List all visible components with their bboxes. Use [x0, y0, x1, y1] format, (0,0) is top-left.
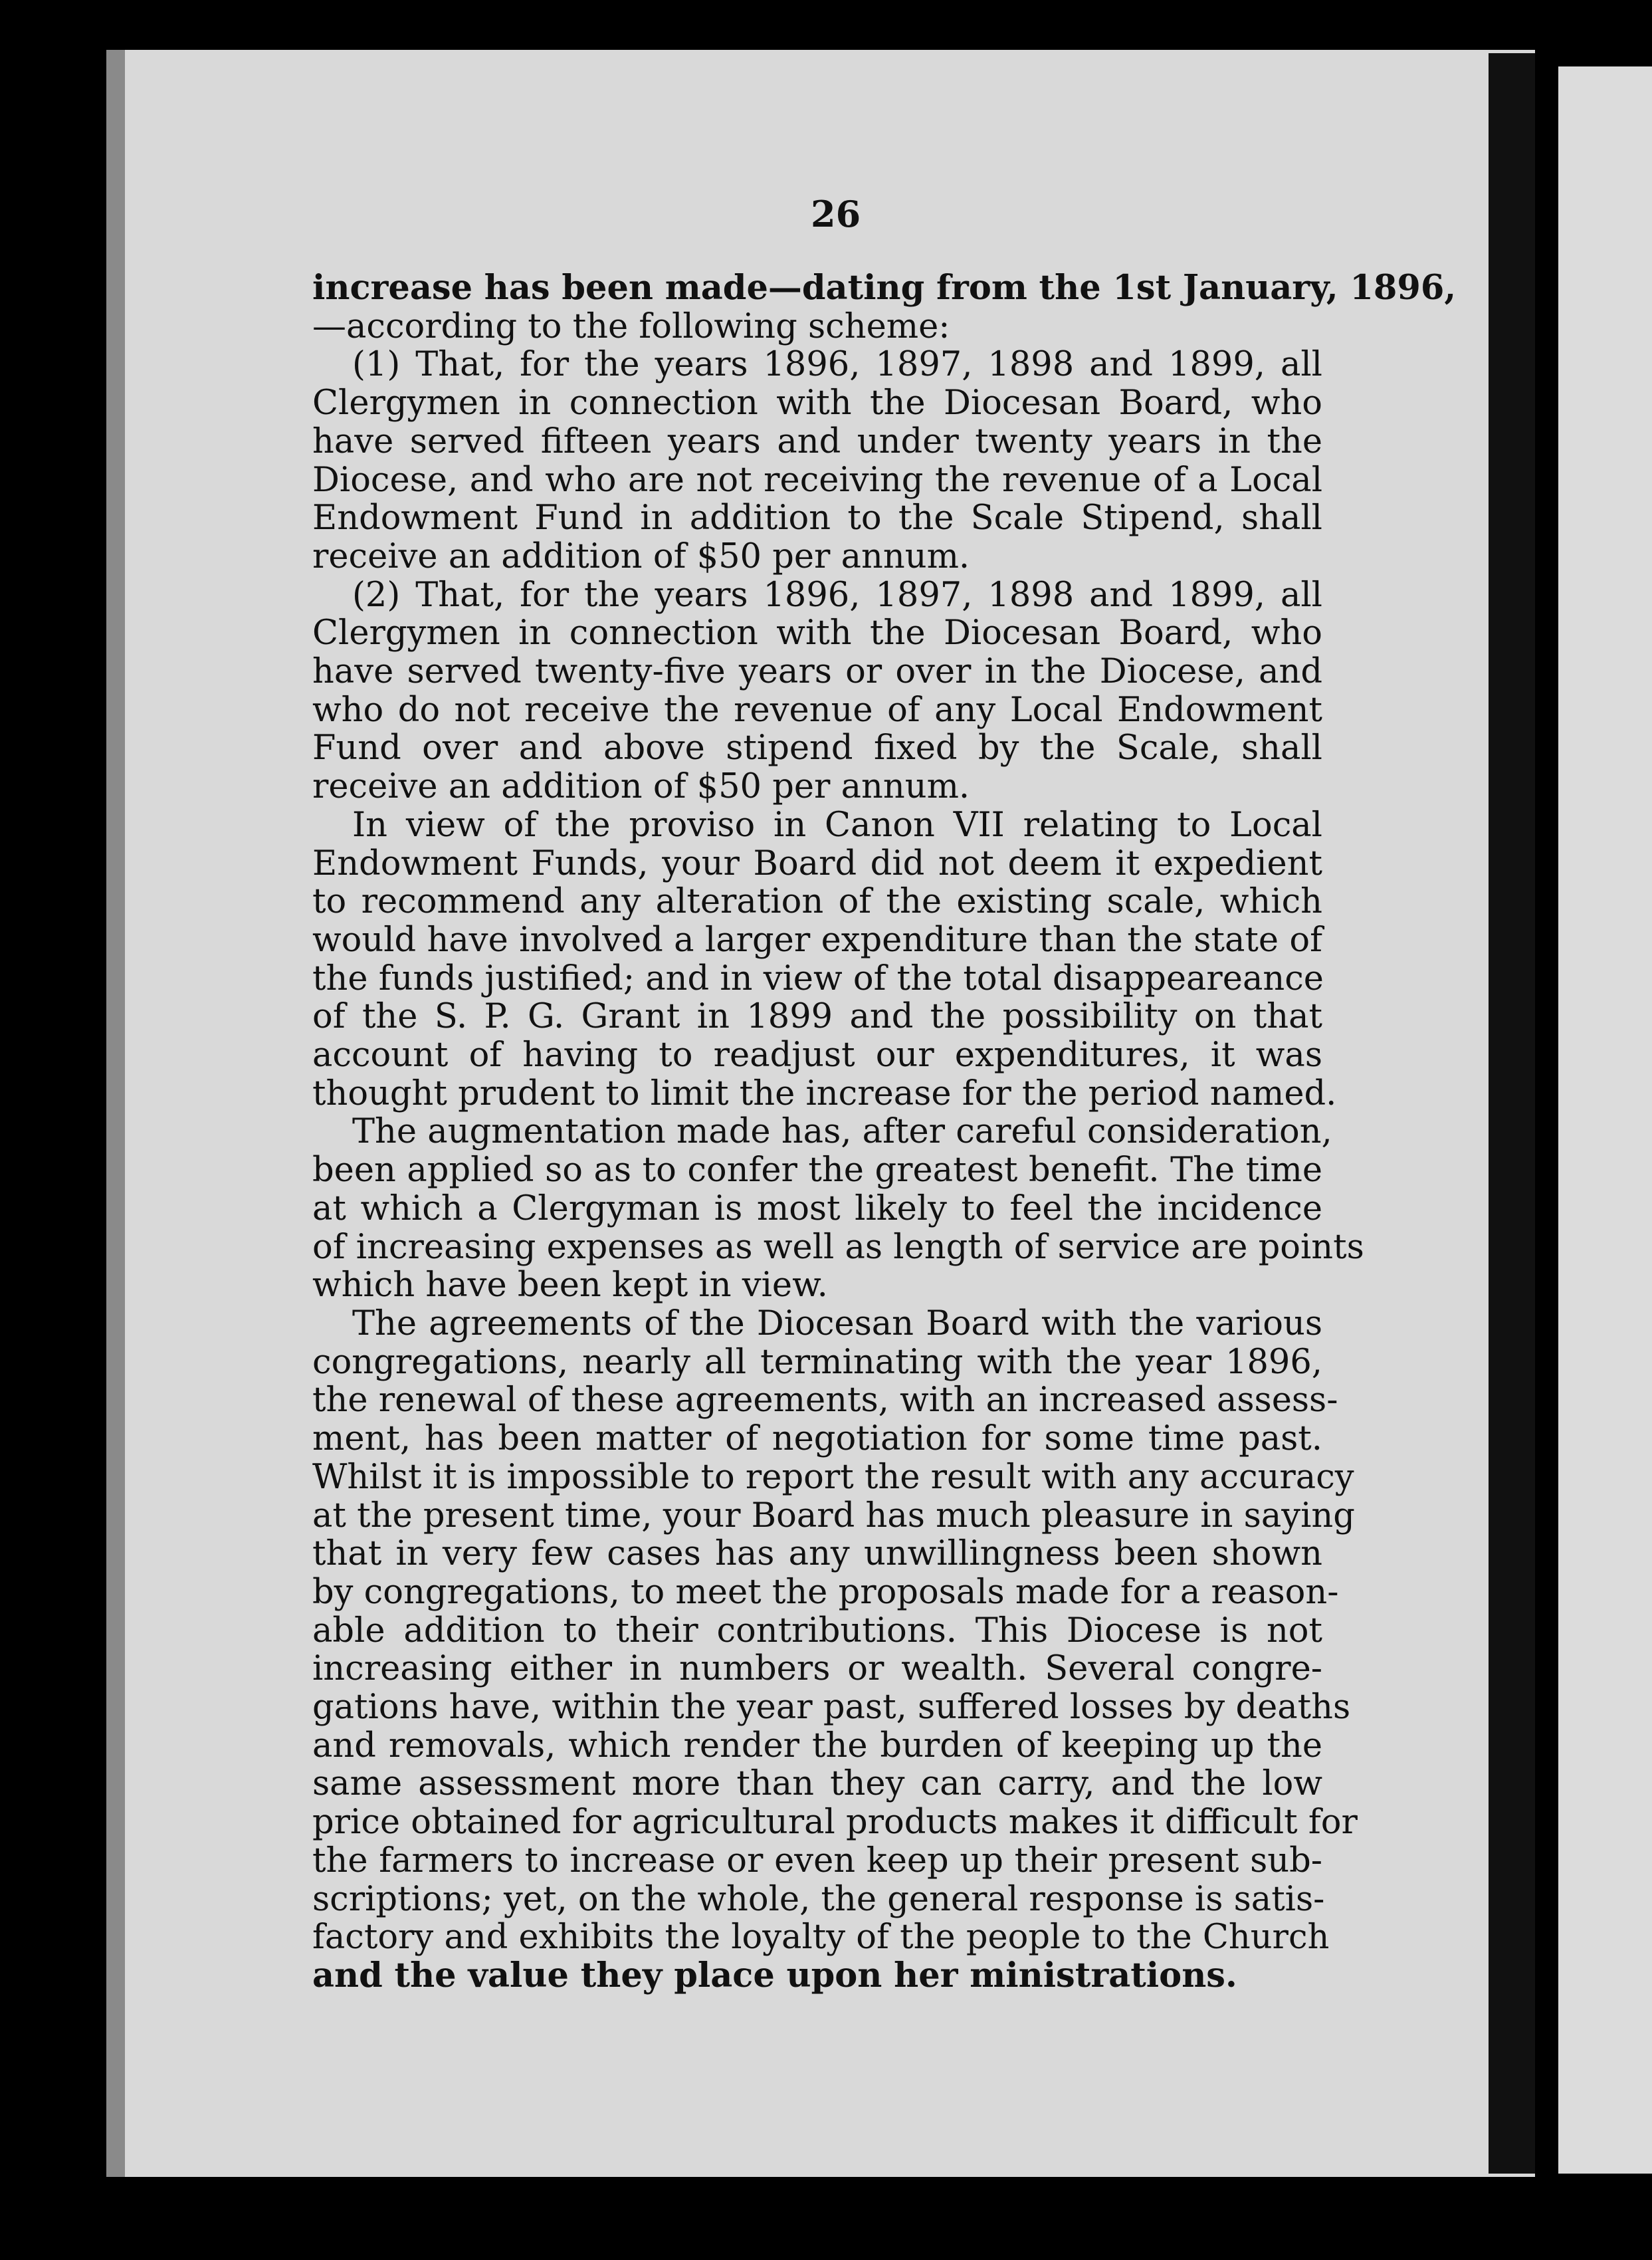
page-number: 26: [811, 193, 861, 235]
text-line: The augmentation made has, after careful consideration,: [352, 1112, 1332, 1152]
text-line: that in very few cases has any unwillingness been shown: [312, 1534, 1322, 1574]
text-line: receive an addition of $50 per annum.: [312, 536, 970, 576]
text-line: thought prudent to limit the increase for the period named.: [312, 1074, 1337, 1113]
text-line: of increasing expenses as well as length of service are points: [312, 1227, 1364, 1267]
text-line: to recommend any alteration of the existing scale, which: [312, 882, 1322, 922]
text-line: receive an addition of $50 per annum.: [312, 767, 970, 807]
text-line: which have been kept in view.: [312, 1266, 828, 1305]
text-line: have served fifteen years and under twenty years in the: [312, 421, 1322, 461]
text-line: Endowment Funds, your Board did not deem it expedient: [312, 844, 1322, 883]
text-line: Diocese, and who are not receiving the revenue of a Local: [312, 460, 1322, 500]
text-line: The agreements of the Diocesan Board with the various: [352, 1303, 1322, 1343]
text-line: the renewal of these agreements, with an increased assess-: [312, 1381, 1338, 1420]
page-gutter-shadow: [1489, 53, 1535, 2174]
text-line: and removals, which render the burden of keeping up the: [312, 1726, 1322, 1765]
text-line: (2) That, for the years 1896, 1897, 1898 and 1899, all: [352, 575, 1322, 615]
text-line: of the S. P. G. Grant in 1899 and the possibility on that: [312, 997, 1322, 1037]
text-line: price obtained for agricultural products makes it difficult for: [312, 1803, 1358, 1843]
text-line: (1) That, for the years 1896, 1897, 1898 and 1899, all: [352, 345, 1322, 385]
text-line: Fund over and above stipend fixed by the Scale, shall: [312, 729, 1322, 768]
text-line: factory and exhibits the loyalty of the people to the Church: [312, 1918, 1330, 1958]
adjacent-page-edge: [1558, 66, 1652, 2174]
text-line: gations have, within the year past, suffered losses by deaths: [312, 1688, 1351, 1728]
text-line: scriptions; yet, on the whole, the general response is satis-: [312, 1879, 1325, 1919]
text-line: increase has been made—dating from the 1st January, 1896,: [312, 268, 1457, 308]
text-line: and the value they place upon her ministrations.: [312, 1955, 1237, 1995]
text-line: the farmers to increase or even keep up their present sub-: [312, 1841, 1322, 1880]
text-line: Endowment Fund in addition to the Scale Stipend, shall: [312, 499, 1322, 538]
text-line: Clergymen in connection with the Diocesan Board, who: [312, 384, 1322, 423]
text-line: ment, has been matter of negotiation for some time past.: [312, 1419, 1322, 1459]
text-line: at the present time, your Board has much pleasure in saying: [312, 1496, 1355, 1535]
text-line: same assessment more than they can carry, and the low: [312, 1764, 1322, 1804]
text-line: able addition to their contributions. This Diocese is not: [312, 1611, 1322, 1650]
text-line: congregations, nearly all terminating with the year 1896,: [312, 1342, 1322, 1382]
text-line: the funds justified; and in view of the total disappeareance: [312, 959, 1324, 998]
text-line: increasing either in numbers or wealth. Several congre-: [312, 1649, 1322, 1689]
text-line: account of having to readjust our expenditures, it was: [312, 1036, 1322, 1075]
text-line: Whilst it is impossible to report the result with any accuracy: [312, 1457, 1354, 1497]
text-line: In view of the proviso in Canon VII relating to Local: [352, 805, 1322, 845]
text-line: by congregations, to meet the proposals made for a reason-: [312, 1572, 1339, 1612]
text-line: who do not receive the revenue of any Local Endowment: [312, 690, 1322, 730]
text-line: Clergymen in connection with the Diocesan Board, who: [312, 614, 1322, 653]
text-line: been applied so as to confer the greatest benefit. The time: [312, 1151, 1322, 1190]
text-line: have served twenty-five years or over in the Diocese, and: [312, 652, 1322, 692]
text-line: at which a Clergyman is most likely to feel the incidence: [312, 1188, 1322, 1228]
body-text: [312, 268, 1457, 1995]
text-line: —according to the following scheme:: [312, 306, 950, 346]
text-line: would have involved a larger expenditure than the state of: [312, 920, 1322, 960]
